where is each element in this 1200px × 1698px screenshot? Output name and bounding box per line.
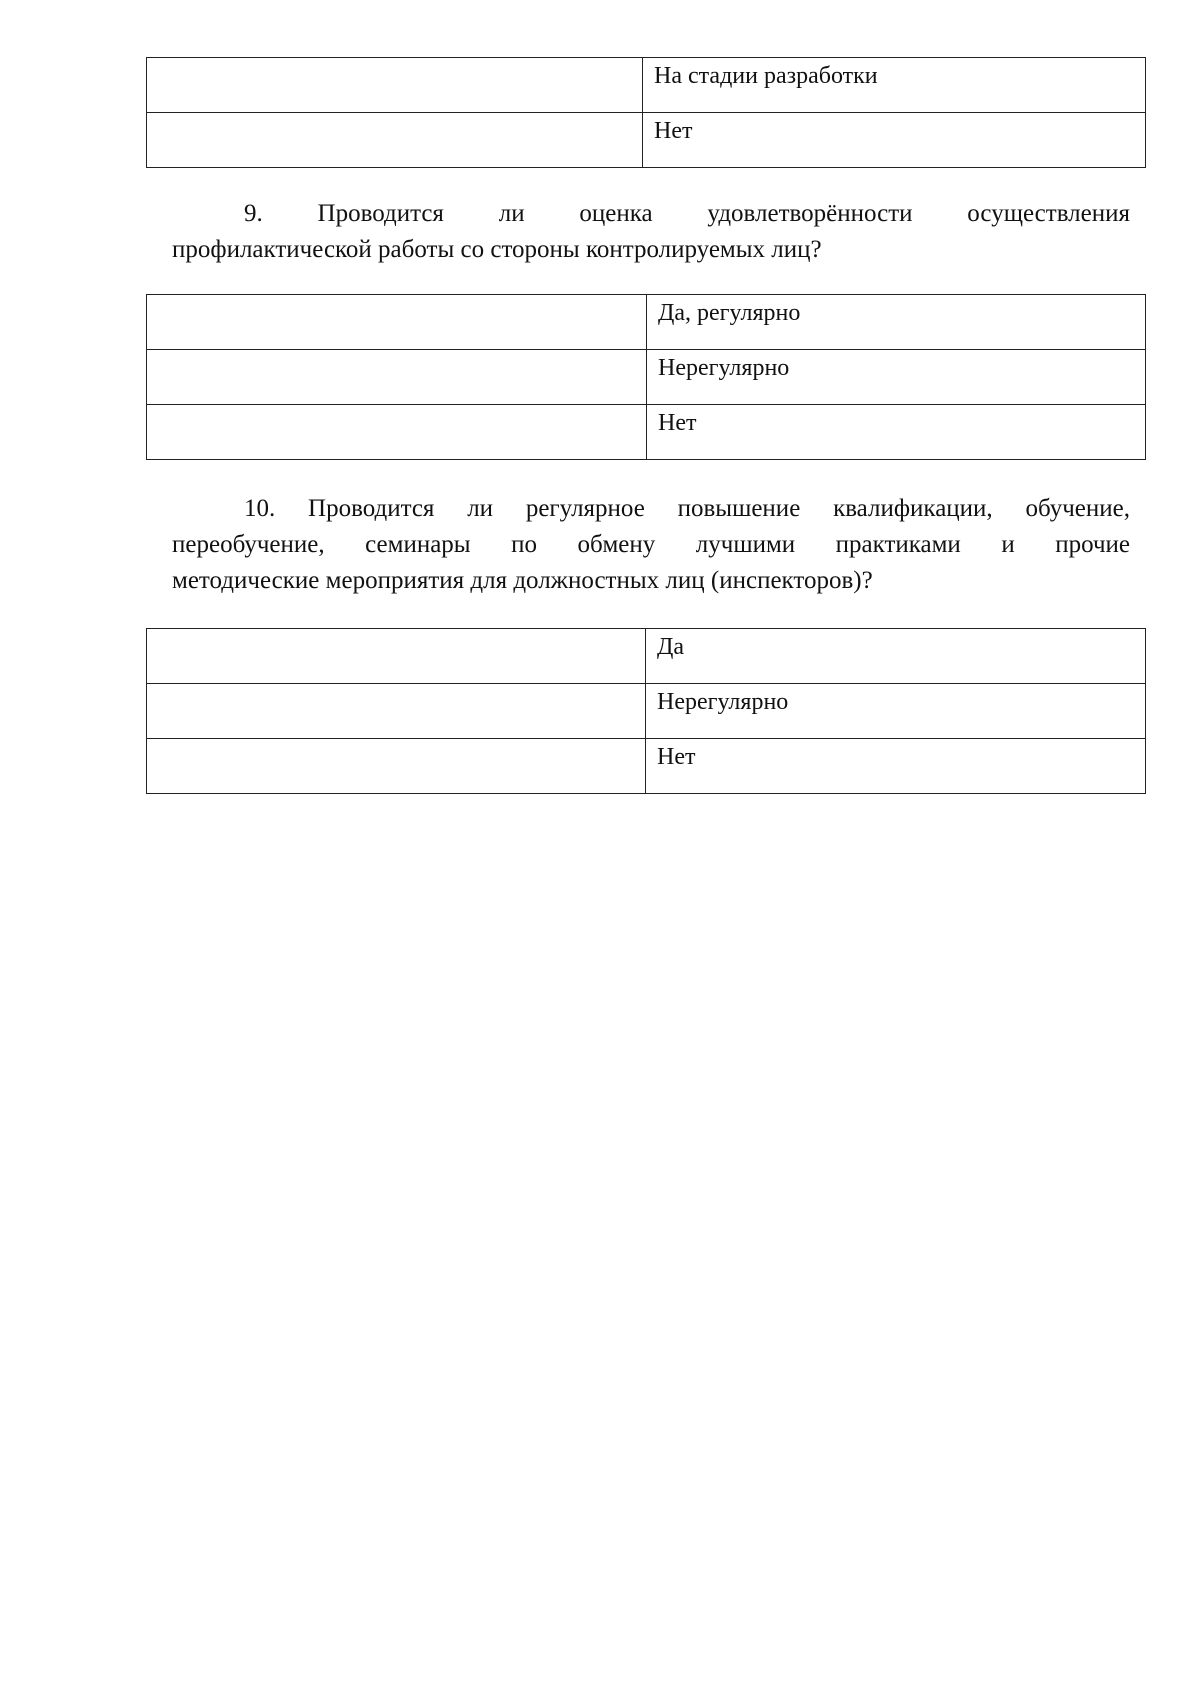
question-text-line: профилактической работы со стороны контролируемых лиц? <box>172 236 822 263</box>
answer-table-question-10 <box>146 628 1146 794</box>
answer-checkbox-cell[interactable] <box>147 405 647 460</box>
answer-checkbox-cell[interactable] <box>147 684 646 739</box>
answer-option-label: Нерегулярно <box>647 350 1146 405</box>
table-row <box>147 405 1146 460</box>
question-9 <box>172 196 1130 268</box>
answer-option-label: Нет <box>646 739 1146 794</box>
answer-table-previous <box>146 57 1146 168</box>
answer-table-question-9 <box>146 294 1146 460</box>
question-10 <box>172 491 1130 599</box>
answer-option-label: Нет <box>643 113 1146 168</box>
answer-checkbox-cell[interactable] <box>147 350 647 405</box>
question-text-line: переобучение, семинары по обмену лучшими практиками и прочие <box>172 531 1130 558</box>
table-row <box>147 350 1146 405</box>
answer-checkbox-cell[interactable] <box>147 739 646 794</box>
question-text-line: методические мероприятия для должностных лиц (инспекторов)? <box>172 567 873 594</box>
table-row <box>147 684 1146 739</box>
table-row <box>147 295 1146 350</box>
answer-option-label: На стадии разработки <box>643 58 1146 113</box>
table-row <box>147 58 1146 113</box>
answer-checkbox-cell[interactable] <box>147 295 647 350</box>
table-row <box>147 629 1146 684</box>
answer-checkbox-cell[interactable] <box>147 629 646 684</box>
table-row <box>147 739 1146 794</box>
answer-checkbox-cell[interactable] <box>147 113 643 168</box>
table-row <box>147 113 1146 168</box>
answer-option-label: Нет <box>647 405 1146 460</box>
answer-checkbox-cell[interactable] <box>147 58 643 113</box>
answer-option-label: Нерегулярно <box>646 684 1146 739</box>
answer-option-label: Да <box>646 629 1146 684</box>
answer-option-label: Да, регулярно <box>647 295 1146 350</box>
question-text-line: 10. Проводится ли регулярное повышение квалификации, обучение, <box>244 495 1130 522</box>
question-text-line: 9. Проводится ли оценка удовлетворённости осуществления <box>244 200 1130 227</box>
